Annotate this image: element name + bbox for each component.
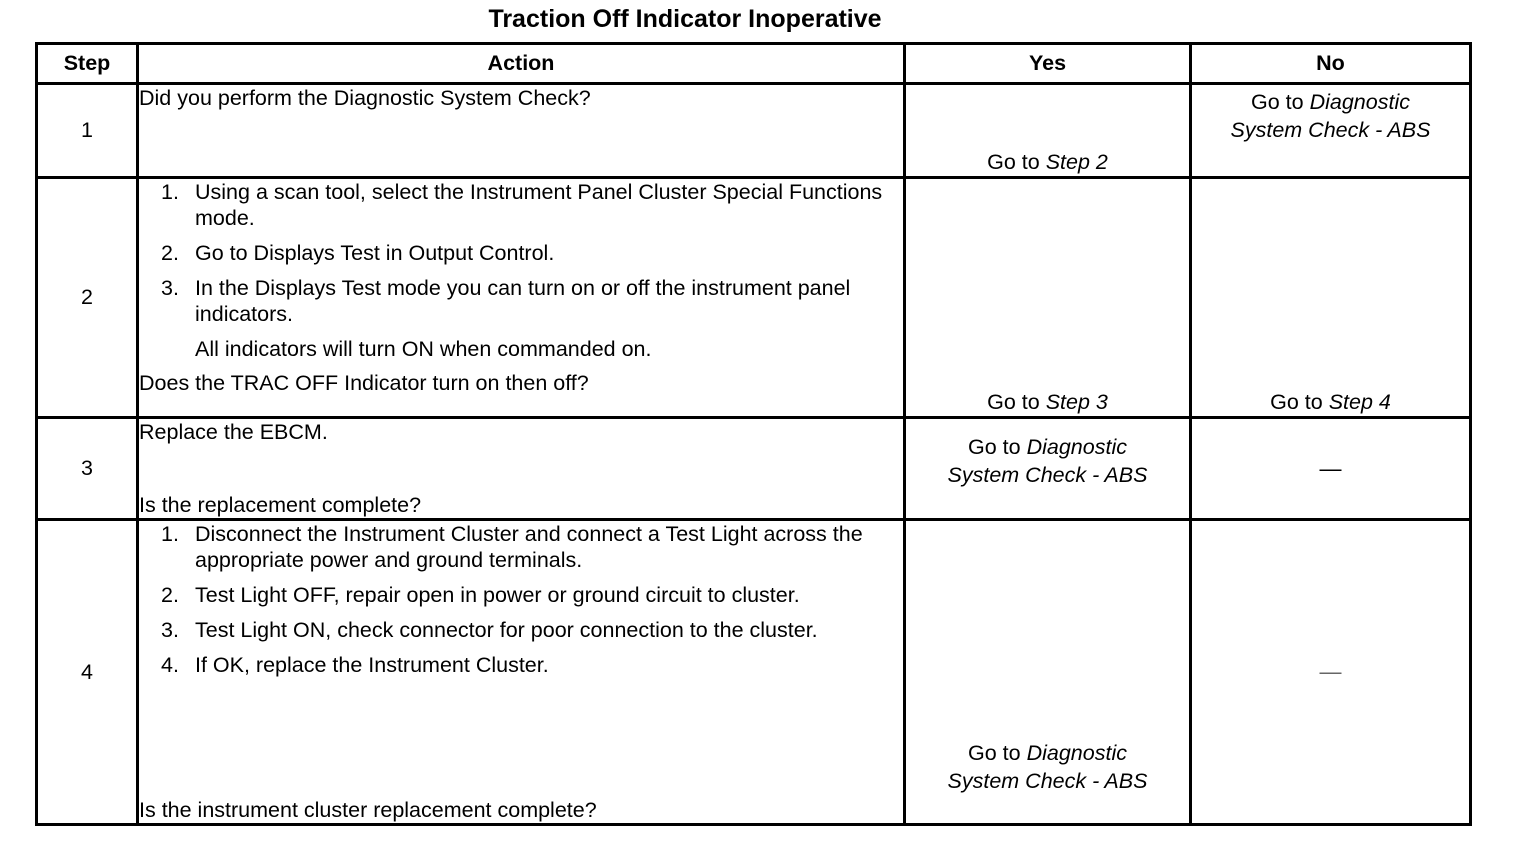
step-item-text: Test Light ON, check connector for poor connection to the cluster. [195, 618, 818, 643]
step-item-number: 1. [161, 180, 179, 205]
step-number: 4 [37, 520, 138, 825]
yes-reference: Step 3 [1045, 390, 1108, 415]
action-note: All indicators will turn ON when commanded on. [195, 337, 652, 362]
step-number: 1 [37, 84, 138, 178]
header-yes: Yes [905, 44, 1191, 84]
table-row [37, 418, 1471, 520]
step-item-text: In the Displays Test mode you can turn on or off the instrument panel indicators. [195, 276, 851, 327]
action-intro: Replace the EBCM. [139, 420, 328, 445]
step-number: 2 [37, 178, 138, 418]
step-item-number: 3. [161, 618, 179, 643]
table-row [37, 178, 1471, 418]
yes-prefix: Go to [987, 150, 1040, 175]
yes-cell [905, 84, 1191, 178]
header-action: Action [138, 44, 905, 84]
no-cell [1191, 520, 1471, 825]
no-reference: Step 4 [1328, 390, 1391, 415]
action-cell [138, 418, 905, 520]
header-row [37, 44, 1471, 84]
action-cell [138, 178, 905, 418]
page-title: Traction Off Indicator Inoperative [488, 5, 882, 33]
action-question: Is the replacement complete? [139, 493, 422, 518]
action-question: Does the TRAC OFF Indicator turn on then off? [139, 371, 589, 396]
yes-cell [905, 178, 1191, 418]
yes-prefix: Go to [968, 741, 1021, 765]
no-cell [1191, 418, 1471, 520]
no-dash: — [1319, 659, 1342, 685]
action-step-item [139, 179, 903, 231]
action-step-item [139, 582, 903, 608]
yes-prefix: Go to [968, 435, 1021, 460]
action-cell [138, 520, 905, 825]
header-no: No [1191, 44, 1471, 84]
action-step-item [139, 652, 903, 678]
action-question: Did you perform the Diagnostic System Check? [139, 86, 591, 110]
table-row [37, 84, 1471, 178]
no-reference-line2: System Check - ABS [1230, 118, 1431, 142]
yes-cell [905, 418, 1191, 520]
no-reference-line1: Diagnostic [1309, 90, 1410, 114]
step-item-number: 4. [161, 653, 179, 678]
step-item-text: Go to Displays Test in Output Control. [195, 241, 555, 266]
step-item-text: Using a scan tool, select the Instrument Panel Cluster Special Functions mode. [195, 180, 883, 231]
diagnostic-table [35, 42, 1472, 826]
action-step-item [139, 617, 903, 643]
step-item-number: 3. [161, 276, 179, 301]
no-prefix: Go to [1270, 390, 1323, 415]
action-step-item [139, 275, 903, 327]
action-cell [138, 84, 905, 178]
step-item-text: If OK, replace the Instrument Cluster. [195, 653, 549, 678]
action-step-item [139, 240, 903, 266]
step-item-text: Disconnect the Instrument Cluster and connect a Test Light across the appropriate power and ground terminals. [195, 522, 863, 573]
step-item-number: 2. [161, 583, 179, 608]
step-item-number: 1. [161, 522, 179, 547]
yes-reference-line1: Diagnostic [1026, 741, 1127, 765]
yes-cell [905, 520, 1191, 825]
action-steps [139, 521, 903, 687]
action-steps [139, 179, 903, 327]
action-step-item [139, 521, 903, 573]
no-prefix: Go to [1251, 90, 1304, 114]
no-dash: — [1319, 455, 1342, 481]
header-step: Step [37, 44, 138, 84]
step-number: 3 [37, 418, 138, 520]
yes-reference: Step 2 [1045, 150, 1108, 175]
action-question: Is the instrument cluster replacement complete? [139, 798, 597, 822]
yes-prefix: Go to [987, 390, 1040, 415]
yes-reference-line2: System Check - ABS [947, 769, 1148, 793]
no-cell [1191, 84, 1471, 178]
table-row [37, 520, 1471, 825]
step-item-text: Test Light OFF, repair open in power or ground circuit to cluster. [195, 583, 800, 608]
no-cell [1191, 178, 1471, 418]
step-item-number: 2. [161, 241, 179, 266]
yes-reference-line2: System Check - ABS [947, 463, 1148, 488]
yes-reference-line1: Diagnostic [1026, 435, 1127, 460]
